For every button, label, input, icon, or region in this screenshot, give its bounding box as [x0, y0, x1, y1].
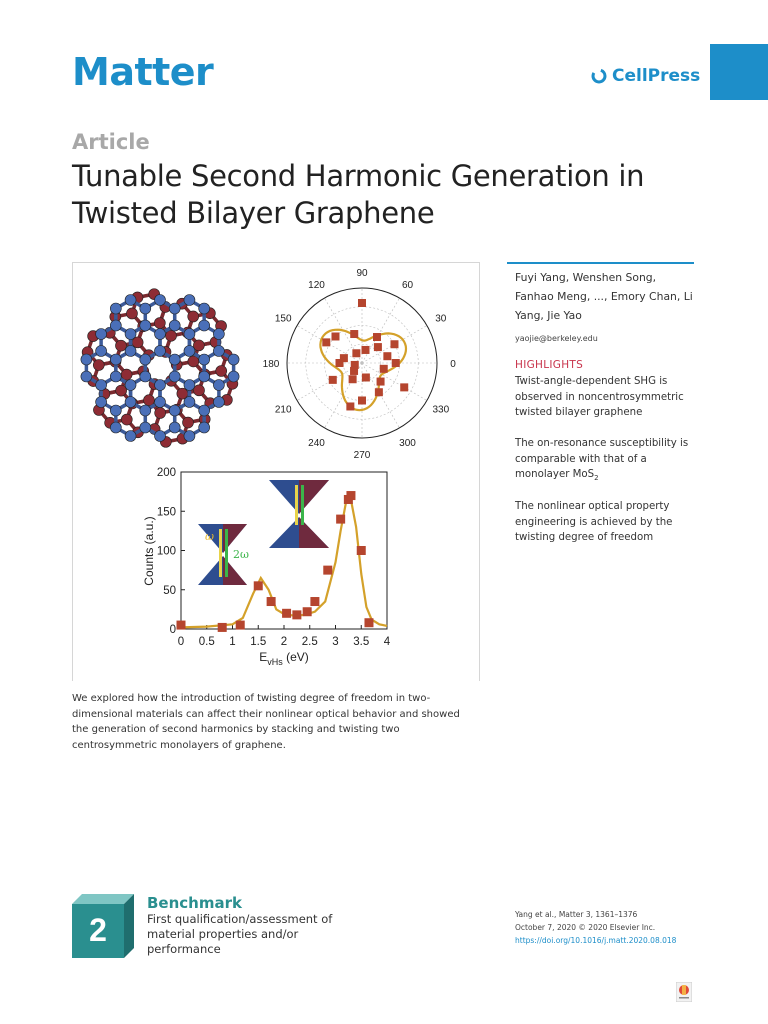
lattice-atom — [188, 311, 199, 322]
polar-point — [400, 383, 408, 391]
cellpress-icon — [590, 67, 608, 85]
polar-plot — [263, 268, 457, 461]
emission-bar — [225, 529, 228, 577]
polar-angle-label: 210 — [274, 404, 292, 416]
polar-point — [377, 378, 385, 386]
lattice-atom — [213, 397, 224, 408]
axis-ticks — [157, 467, 391, 648]
benchmark-number: 2 — [89, 912, 107, 948]
lattice-atom — [110, 320, 121, 331]
polar-point — [361, 346, 369, 354]
lattice-atom — [199, 320, 210, 331]
lattice-atom — [155, 431, 166, 442]
twisted-bilayer-lattice — [81, 289, 239, 448]
spectrum-point — [254, 581, 263, 590]
lattice-atom — [194, 385, 205, 396]
lattice-atom — [184, 431, 195, 442]
polar-point — [349, 375, 357, 383]
excitation-bar — [219, 529, 222, 577]
polar-point — [350, 367, 358, 375]
lattice-atom — [125, 431, 136, 442]
lattice-atom — [140, 303, 151, 314]
polar-point — [358, 397, 366, 405]
lattice-atom — [184, 397, 195, 408]
omega-label: ω — [205, 530, 214, 543]
excitation-bar-right — [295, 485, 298, 525]
lattice-atom — [155, 329, 166, 340]
lattice-atom — [183, 417, 194, 428]
lattice-atom — [199, 405, 210, 416]
lattice-atom — [228, 371, 239, 382]
lattice-atom — [166, 330, 177, 341]
polar-point — [362, 373, 370, 381]
polar-point — [390, 340, 398, 348]
lattice-atom — [228, 354, 239, 365]
lattice-atom — [169, 354, 180, 365]
lattice-atom — [110, 405, 121, 416]
highlight-item: The on-resonance susceptibility is comparable with that of a monolayer MoS$_2$ — [515, 438, 689, 483]
polar-angle-label: 60 — [401, 280, 414, 292]
polar-points — [322, 299, 408, 410]
polar-angle-label: 150 — [274, 313, 292, 325]
lattice-atom — [125, 397, 136, 408]
polar-point — [352, 349, 360, 357]
x-tick-label: 2.5 — [301, 636, 318, 648]
lattice-atom — [184, 295, 195, 306]
doi-link[interactable]: https://doi.org/10.1016/j.matt.2020.08.018 — [515, 936, 677, 945]
polar-angle-label: 90 — [356, 268, 368, 279]
lattice-atom — [140, 371, 151, 382]
spectrum-point — [236, 621, 245, 630]
lattice-atom — [140, 422, 151, 433]
benchmark-description: First qualification/assessment of material properties and/or performance — [147, 912, 333, 956]
x-tick-label: 4 — [383, 636, 391, 648]
y-tick-label: 200 — [156, 467, 176, 479]
polar-point — [392, 359, 400, 367]
spectrum-point — [292, 610, 301, 619]
spectrum-point — [303, 607, 312, 616]
spectrum-point — [336, 515, 345, 524]
y-tick-label: 100 — [156, 545, 176, 558]
polar-point — [331, 332, 339, 340]
citation-ref: Yang et al., Matter 3, 1361–1376 — [515, 910, 638, 919]
article-type: Article — [72, 130, 150, 154]
polar-angle-label: 300 — [399, 437, 416, 449]
spectrum-point — [310, 597, 319, 606]
lattice-atom — [188, 356, 199, 367]
graphical-abstract — [72, 262, 480, 681]
emission-bar-right — [301, 485, 304, 525]
polar-point — [358, 299, 366, 307]
article-title: Tunable Second Harmonic Generation in Twisted Bilayer Graphene — [72, 159, 645, 230]
lattice-atom — [199, 371, 210, 382]
lattice-atom — [115, 340, 126, 351]
lattice-atom — [93, 359, 104, 370]
polar-spoke — [362, 363, 427, 401]
x-tick-label: 3.5 — [353, 636, 370, 648]
lattice-atom — [81, 371, 92, 382]
lattice-atom — [169, 320, 180, 331]
lattice-atom — [121, 414, 132, 425]
highlight-item: Twist-angle-dependent SHG is observed in noncentrosymmetric twisted bilayer graphene — [515, 376, 684, 418]
lattice-atom — [155, 346, 166, 357]
spectrum-point — [357, 546, 366, 555]
lattice-atom — [143, 395, 154, 406]
lattice-atom — [199, 354, 210, 365]
polar-point — [322, 338, 330, 346]
corner-tab — [710, 44, 768, 100]
polar-point — [336, 359, 344, 367]
benchmark-badge — [72, 894, 134, 962]
publisher-name: CellPress — [612, 66, 701, 86]
lattice-atom — [193, 340, 204, 351]
highlight-item: The nonlinear optical property engineering is achieved by the twisting degree of freedom — [515, 501, 673, 543]
x-tick-label: 2 — [280, 636, 288, 648]
y-axis-label: Counts (a.u.) — [142, 516, 156, 586]
lattice-atom — [126, 308, 137, 319]
x-tick-label: 0 — [177, 636, 185, 648]
polar-angle-label: 30 — [435, 313, 447, 325]
lattice-atom — [155, 407, 166, 418]
spectrum-plot — [142, 467, 391, 667]
two-omega-label: 2ω — [233, 548, 249, 561]
band-cone-insets — [198, 480, 329, 585]
lattice-atom — [216, 366, 227, 377]
polar-point — [329, 376, 337, 384]
abstract-text: We explored how the introduction of twisting degree of freedom in two-dimensional materials can affect their nonlinear optical behavior and showed the generation of second harmonics by stacking and twisting two centrosymmetric monolayers of graphene. — [72, 693, 460, 751]
lattice-atom — [110, 371, 121, 382]
spectrum-point — [282, 609, 291, 618]
lattice-atom — [110, 354, 121, 365]
lattice-atom — [213, 329, 224, 340]
polar-angle-label: 270 — [353, 450, 371, 461]
y-tick-label: 0 — [169, 624, 176, 636]
lattice-atom — [184, 380, 195, 391]
lattice-atom — [184, 346, 195, 357]
polar-point — [374, 343, 382, 351]
spectrum-point — [177, 621, 186, 630]
lattice-atom — [96, 380, 107, 391]
lattice-atom — [199, 303, 210, 314]
polar-angle-label: 120 — [308, 280, 325, 292]
lattice-atom — [213, 380, 224, 391]
lattice-atom — [169, 303, 180, 314]
x-tick-label: 1 — [229, 636, 236, 648]
lattice-atom — [140, 354, 151, 365]
author-list: Fuyi Yang, Wenshen Song, Fanhao Meng, ..., Emory Chan, Li Yang, Jie Yao — [515, 271, 693, 322]
x-tick-label: 0.5 — [198, 636, 215, 648]
y-tick-label: 150 — [156, 506, 176, 519]
lattice-atom — [155, 380, 166, 391]
lattice-atom — [125, 329, 136, 340]
polar-point — [346, 402, 354, 410]
lattice-atom — [125, 380, 136, 391]
corresponding-email[interactable]: yaojie@berkeley.edu — [515, 334, 598, 343]
lattice-atom — [110, 422, 121, 433]
crossmark-icon[interactable] — [676, 982, 692, 1002]
y-tick-label: 50 — [163, 584, 176, 597]
spectrum-point — [323, 566, 332, 575]
x-tick-label: 3 — [332, 636, 339, 648]
polar-point — [373, 333, 381, 341]
lattice-atom — [110, 303, 121, 314]
citation-block — [515, 908, 676, 947]
polar-grid — [287, 288, 437, 438]
polar-angle-label: 330 — [432, 404, 450, 416]
lattice-atom — [140, 405, 151, 416]
lattice-atom — [169, 371, 180, 382]
lattice-atom — [121, 369, 132, 380]
spectrum-point — [346, 491, 355, 500]
lattice-atom — [154, 318, 165, 329]
lattice-atom — [169, 405, 180, 416]
lattice-atom — [96, 346, 107, 357]
x-axis-label: $E_{vHs}$ (eV) — [259, 650, 309, 667]
spectrum-point — [364, 618, 373, 627]
lattice-atom — [155, 295, 166, 306]
polar-point — [375, 388, 383, 396]
benchmark-label: Benchmark — [147, 894, 242, 912]
lattice-atom — [125, 346, 136, 357]
lattice-atom — [184, 329, 195, 340]
lattice-atom — [199, 422, 210, 433]
lattice-atom — [155, 397, 166, 408]
citation-date: October 7, 2020 © 2020 Elsevier Inc. — [515, 923, 656, 932]
spectrum-point — [218, 623, 227, 632]
journal-name: Matter — [72, 50, 214, 94]
sidebar-rule — [507, 262, 694, 264]
spectrum-fit-curve — [181, 500, 387, 628]
polar-point — [383, 352, 391, 360]
lattice-atom — [96, 397, 107, 408]
publisher-logo — [590, 66, 700, 86]
polar-point — [380, 365, 388, 373]
polar-point — [350, 330, 358, 338]
highlights-heading: HIGHLIGHTS — [515, 359, 584, 371]
polar-angle-label: 0 — [450, 359, 456, 370]
x-tick-label: 1.5 — [250, 636, 267, 648]
spectrum-point — [267, 597, 276, 606]
lattice-atom — [96, 329, 107, 340]
polar-angle-labels — [263, 268, 457, 461]
lattice-atom — [169, 422, 180, 433]
polar-angle-label: 180 — [262, 359, 280, 370]
graphical-abstract-figure — [73, 263, 479, 681]
lattice-atom — [116, 385, 127, 396]
polar-angle-label: 240 — [308, 437, 325, 449]
lattice-atom — [125, 295, 136, 306]
lattice-atom — [81, 354, 92, 365]
lattice-atom — [140, 320, 151, 331]
lattice-atom — [213, 346, 224, 357]
